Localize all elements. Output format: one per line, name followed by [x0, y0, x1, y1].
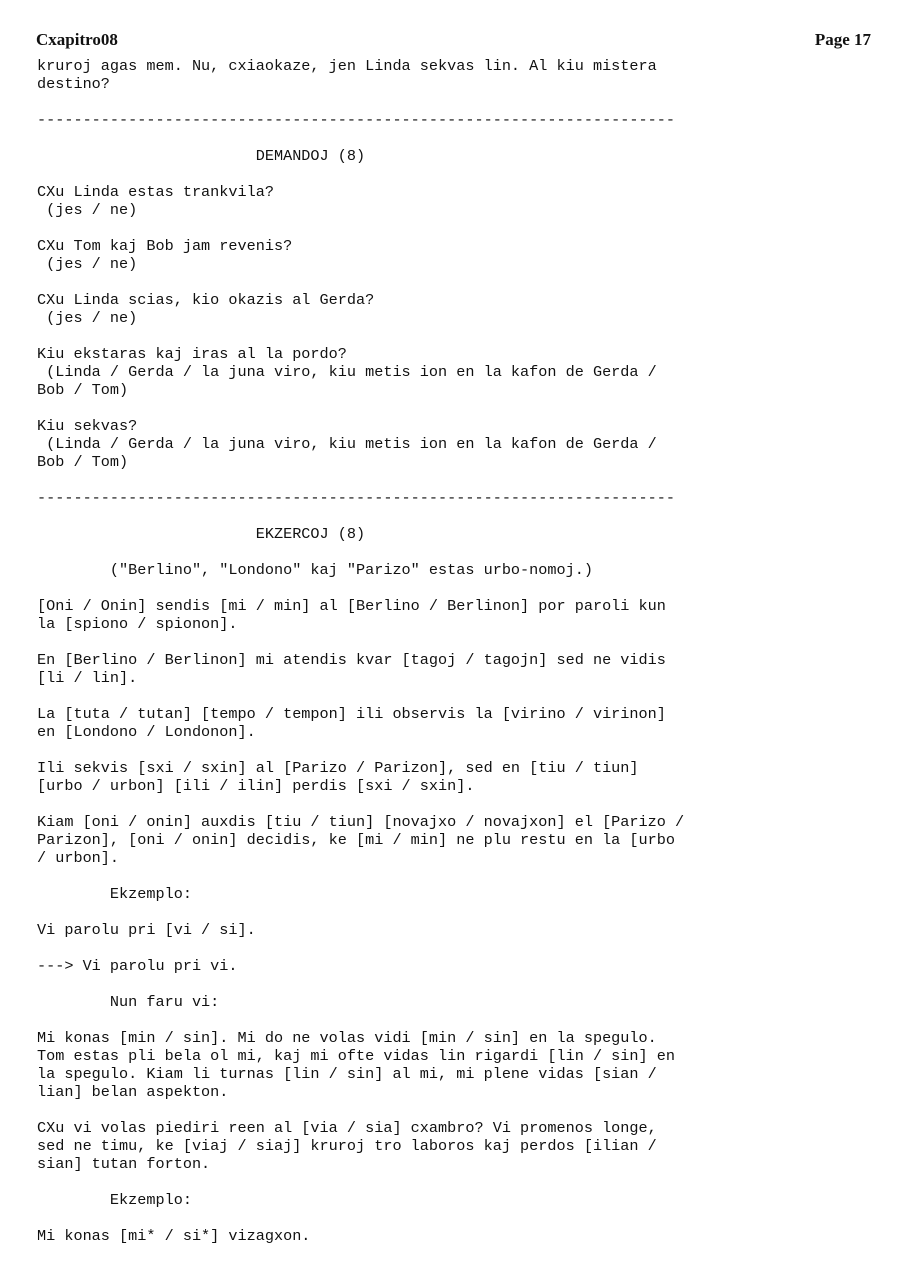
text-line: (Linda / Gerda / la juna viro, kiu metis ion en la kafon de Gerda /: [37, 435, 657, 453]
text-line: Parizon], [oni / onin] decidis, ke [mi / min] ne plu restu en la [urbo: [37, 831, 675, 849]
text-line: [37, 399, 887, 417]
text-line: [37, 1209, 887, 1227]
text-line: (jes / ne): [37, 255, 138, 273]
text-line: Nun faru vi:: [37, 993, 220, 1011]
text-line: Ekzemplo:: [37, 885, 192, 903]
text-line: [37, 687, 887, 705]
text-line: Kiu ekstaras kaj iras al la pordo?: [37, 345, 347, 363]
text-line: ----------------------------------------------------------------------: [37, 111, 675, 129]
text-line: [37, 741, 887, 759]
text-line: Tom estas pli bela ol mi, kaj mi ofte vidas lin rigardi [lin / sin] en: [37, 1047, 675, 1065]
text-line: [37, 273, 887, 291]
text-line: [37, 1101, 887, 1119]
text-line: [37, 219, 887, 237]
text-line: [37, 543, 887, 561]
text-line: (jes / ne): [37, 201, 138, 219]
text-line: [37, 129, 887, 147]
text-line: la spegulo. Kiam li turnas [lin / sin] al mi, mi plene vidas [sian /: [37, 1065, 657, 1083]
text-line: [37, 795, 887, 813]
text-line: [37, 939, 887, 957]
text-line: [37, 975, 887, 993]
text-line: [37, 1173, 887, 1191]
text-line: Bob / Tom): [37, 381, 129, 399]
text-line: Bob / Tom): [37, 453, 129, 471]
text-line: CXu Linda estas trankvila?: [37, 183, 274, 201]
text-line: ---> Vi parolu pri vi.: [37, 957, 238, 975]
text-line: [37, 579, 887, 597]
text-line: [37, 867, 887, 885]
text-line: ----------------------------------------------------------------------: [37, 489, 675, 507]
text-line: sed ne timu, ke [viaj / siaj] kruroj tro laboros kaj perdos [ilian /: [37, 1137, 657, 1155]
text-line: DEMANDOJ (8): [37, 147, 366, 165]
chapter-title: Cxapitro08: [36, 30, 118, 49]
text-line: CXu vi volas piediri reen al [via / sia] cxambro? Vi promenos longe,: [37, 1119, 657, 1137]
text-line: [37, 903, 887, 921]
text-line: la [spiono / spionon].: [37, 615, 238, 633]
text-line: CXu Tom kaj Bob jam revenis?: [37, 237, 293, 255]
text-line: [37, 165, 887, 183]
text-line: Ekzemplo:: [37, 1191, 192, 1209]
text-line: Kiam [oni / onin] auxdis [tiu / tiun] [novajxo / novajxon] el [Parizo /: [37, 813, 685, 831]
text-line: [37, 507, 887, 525]
page-number: Page 17: [814, 30, 871, 49]
text-line: / urbon].: [37, 849, 120, 867]
text-line: lian] belan aspekton.: [37, 1083, 229, 1101]
text-line: Mi konas [min / sin]. Mi do ne volas vidi [min / sin] en la spegulo.: [37, 1029, 657, 1047]
text-line: sian] tutan forton.: [37, 1155, 211, 1173]
text-line: [37, 633, 887, 651]
text-line: Mi konas [mi* / si*] vizagxon.: [37, 1227, 311, 1245]
text-line: En [Berlino / Berlinon] mi atendis kvar [tagoj / tagojn] sed ne vidis: [37, 651, 666, 669]
text-line: Ili sekvis [sxi / sxin] al [Parizo / Parizon], sed en [tiu / tiun]: [37, 759, 639, 777]
text-line: [li / lin].: [37, 669, 138, 687]
text-line: destino?: [37, 75, 110, 93]
text-line: [37, 471, 887, 489]
text-line: [Oni / Onin] sendis [mi / min] al [Berlino / Berlinon] por paroli kun: [37, 597, 666, 615]
text-line: [37, 327, 887, 345]
text-line: CXu Linda scias, kio okazis al Gerda?: [37, 291, 375, 309]
text-line: ("Berlino", "Londono" kaj "Parizo" estas urbo-nomoj.): [37, 561, 593, 579]
page-header: [36, 30, 871, 54]
text-line: (Linda / Gerda / la juna viro, kiu metis ion en la kafon de Gerda /: [37, 363, 657, 381]
text-line: EKZERCOJ (8): [37, 525, 366, 543]
text-line: Kiu sekvas?: [37, 417, 138, 435]
text-line: kruroj agas mem. Nu, cxiaokaze, jen Linda sekvas lin. Al kiu mistera: [37, 57, 657, 75]
text-line: (jes / ne): [37, 309, 138, 327]
text-line: [urbo / urbon] [ili / ilin] perdis [sxi / sxin].: [37, 777, 475, 795]
text-line: [37, 93, 887, 111]
document-body: [37, 57, 887, 1245]
text-line: Vi parolu pri [vi / si].: [37, 921, 256, 939]
text-line: [37, 1011, 887, 1029]
text-line: La [tuta / tutan] [tempo / tempon] ili observis la [virino / virinon]: [37, 705, 666, 723]
text-line: en [Londono / Londonon].: [37, 723, 256, 741]
